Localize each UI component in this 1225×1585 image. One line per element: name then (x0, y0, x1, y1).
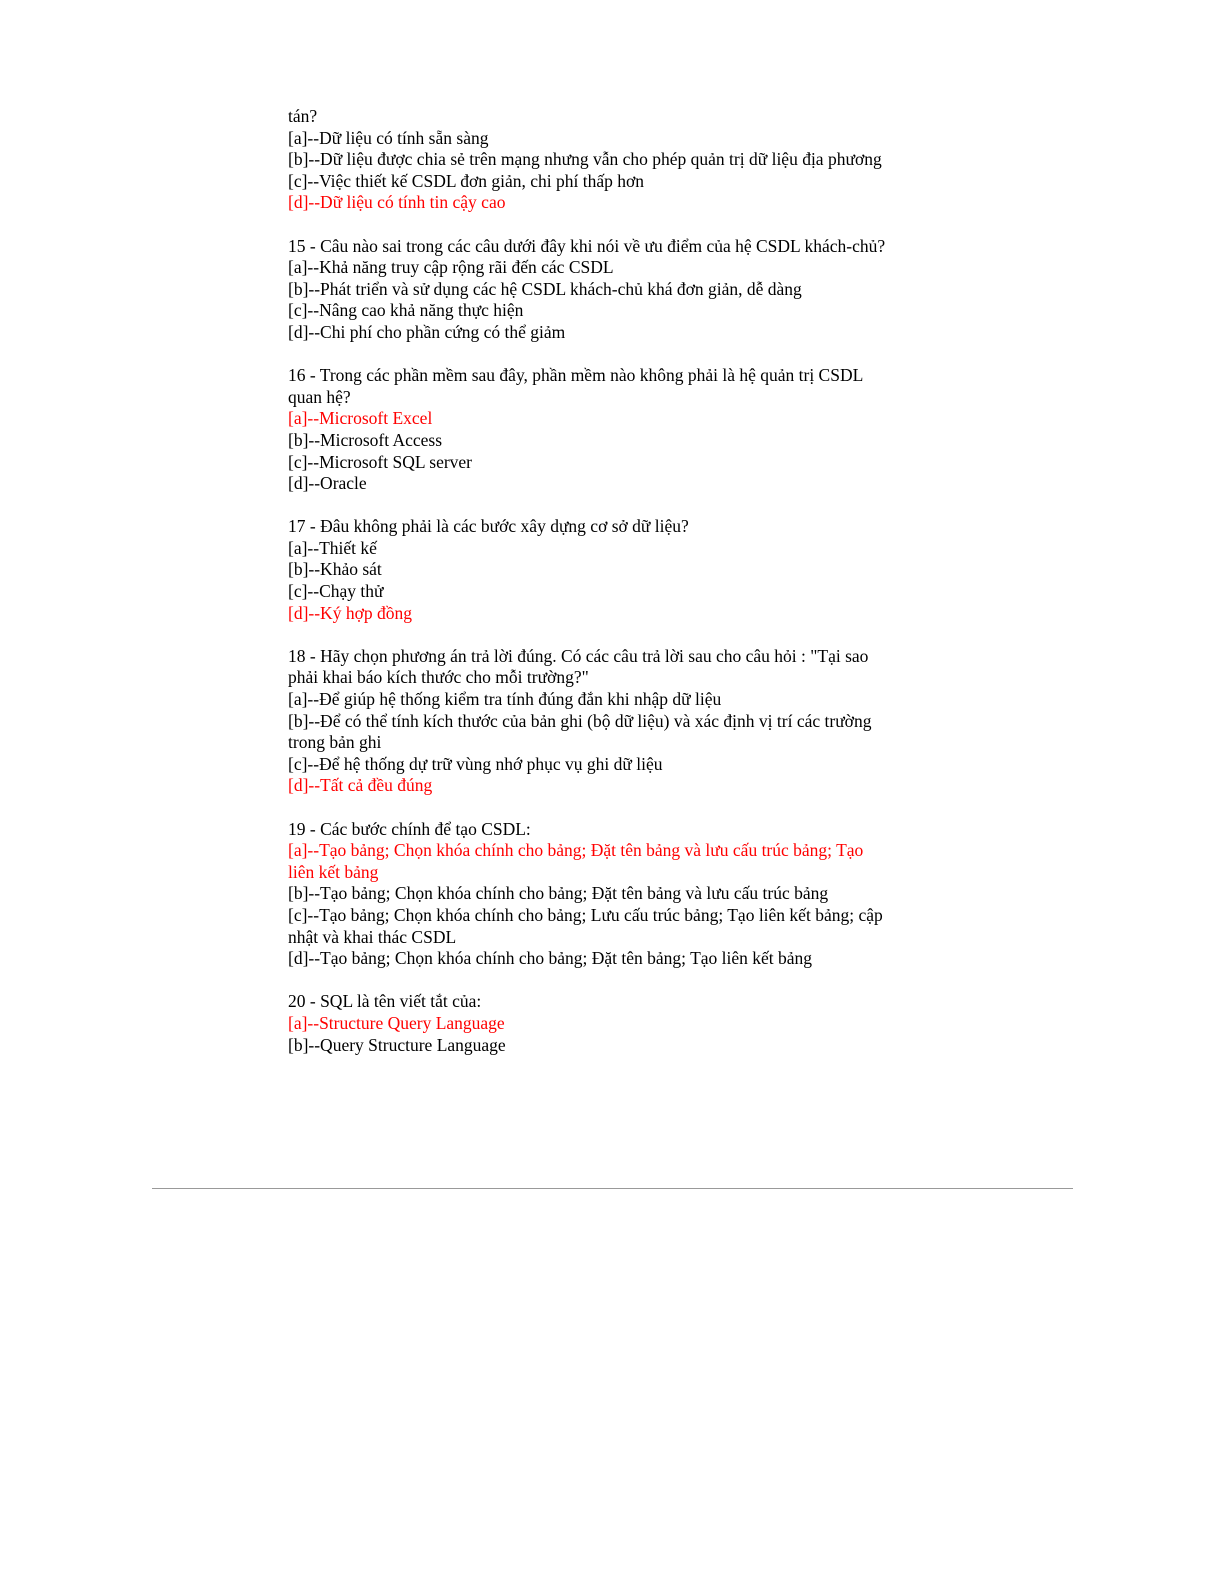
option-c: [c]--Chạy thử (288, 581, 384, 602)
option-a-correct: [a]--Microsoft Excel (288, 408, 433, 429)
question-stem: tán? (288, 106, 318, 126)
option-a: [a]--Dữ liệu có tính sẵn sàng (288, 127, 489, 148)
question-stem: 19 - Các bước chính để tạo CSDL: (288, 818, 531, 839)
question-19 (288, 819, 938, 970)
question-16 (288, 365, 938, 495)
question-stem: 20 - SQL là tên viết tắt của: (288, 991, 482, 1012)
quiz-content (288, 106, 938, 1056)
question-14 (288, 106, 938, 214)
option-a-correct-cont: liên kết bảng (288, 861, 379, 882)
option-b-cont: trong bản ghi (288, 732, 382, 753)
question-stem: 18 - Hãy chọn phương án trả lời đúng. Có các câu trả lời sau cho câu hỏi : "Tại sao (288, 645, 869, 666)
option-d: [d]--Oracle (288, 473, 367, 494)
option-c: [c]--Nâng cao khả năng thực hiện (288, 300, 524, 321)
option-a: [a]--Khả năng truy cập rộng rãi đến các CSDL (288, 257, 614, 278)
option-d: [d]--Tạo bảng; Chọn khóa chính cho bảng; Đặt tên bảng; Tạo liên kết bảng (288, 948, 813, 969)
option-a-correct: [a]--Tạo bảng; Chọn khóa chính cho bảng; Đặt tên bảng và lưu cấu trúc bảng; Tạo (288, 840, 864, 861)
question-17 (288, 516, 938, 624)
question-20 (288, 991, 938, 1056)
option-d-correct: [d]--Dữ liệu có tính tin cậy cao (288, 192, 506, 213)
question-15 (288, 236, 938, 344)
option-b: [b]--Dữ liệu được chia sẻ trên mạng nhưng vẫn cho phép quản trị dữ liệu địa phương (288, 149, 882, 170)
question-stem-cont: phải khai báo kích thước cho mỗi trường?" (288, 667, 589, 688)
option-b: [b]--Để có thể tính kích thước của bản ghi (bộ dữ liệu) và xác định vị trí các trường (288, 710, 872, 731)
option-b: [b]--Query Structure Language (288, 1034, 506, 1055)
option-b: [b]--Phát triển và sử dụng các hệ CSDL khách-chủ khá đơn giản, dễ dàng (288, 278, 802, 299)
option-d-correct: [d]--Tất cả đều đúng (288, 775, 433, 796)
option-d: [d]--Chi phí cho phần cứng có thể giảm (288, 321, 566, 342)
page-divider (152, 1188, 1073, 1189)
option-d-correct: [d]--Ký hợp đồng (288, 602, 412, 623)
option-a: [a]--Để giúp hệ thống kiểm tra tính đúng đắn khi nhập dữ liệu (288, 689, 722, 710)
option-c: [c]--Việc thiết kế CSDL đơn giản, chi phí thấp hơn (288, 170, 645, 191)
option-a-correct: [a]--Structure Query Language (288, 1012, 505, 1033)
option-b: [b]--Tạo bảng; Chọn khóa chính cho bảng; Đặt tên bảng và lưu cấu trúc bảng (288, 883, 829, 904)
question-stem: 15 - Câu nào sai trong các câu dưới đây khi nói về ưu điểm của hệ CSDL khách-chủ? (288, 235, 886, 256)
option-a: [a]--Thiết kế (288, 537, 377, 558)
question-stem: 16 - Trong các phần mềm sau đây, phần mềm nào không phải là hệ quản trị CSDL (288, 365, 864, 386)
option-c: [c]--Tạo bảng; Chọn khóa chính cho bảng; Lưu cấu trúc bảng; Tạo liên kết bảng; cập (288, 904, 883, 925)
option-b: [b]--Khảo sát (288, 559, 382, 580)
question-18 (288, 646, 938, 797)
option-c-cont: nhật và khai thác CSDL (288, 926, 457, 947)
question-stem-cont: quan hệ? (288, 386, 351, 407)
option-c: [c]--Để hệ thống dự trữ vùng nhớ phục vụ ghi dữ liệu (288, 753, 663, 774)
question-stem: 17 - Đâu không phải là các bước xây dựng cơ sở dữ liệu? (288, 516, 689, 537)
option-b: [b]--Microsoft Access (288, 429, 443, 450)
option-c: [c]--Microsoft SQL server (288, 451, 473, 472)
